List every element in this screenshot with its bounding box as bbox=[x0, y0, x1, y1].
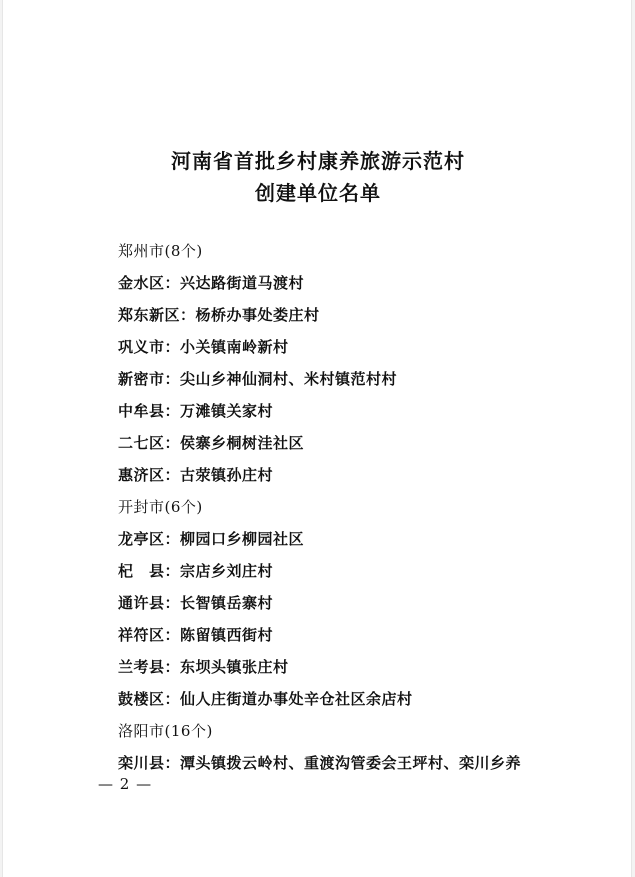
document-title bbox=[3, 145, 633, 209]
village-list bbox=[118, 235, 618, 779]
list-item: 祥符区：陈留镇西街村 bbox=[118, 626, 274, 644]
city-heading: 开封市(6个) bbox=[118, 498, 203, 516]
title-line-1: 河南省首批乡村康养旅游示范村 bbox=[171, 149, 465, 173]
list-item: 金水区：兴达路街道马渡村 bbox=[118, 274, 305, 292]
city-heading: 郑州市(8个) bbox=[118, 242, 203, 260]
list-item: 龙亭区：柳园口乡柳园社区 bbox=[118, 530, 305, 548]
list-item: 新密市：尖山乡神仙洞村、米村镇范村村 bbox=[118, 370, 398, 388]
page-number: — 2 — bbox=[98, 775, 153, 793]
document-page bbox=[2, 0, 632, 877]
list-item: 杞 县：宗店乡刘庄村 bbox=[118, 562, 274, 580]
list-item: 二七区：侯寨乡桐树洼社区 bbox=[118, 434, 305, 452]
list-item: 巩义市：小关镇南岭新村 bbox=[118, 338, 289, 356]
list-item: 惠济区：古荥镇孙庄村 bbox=[118, 466, 274, 484]
list-item: 兰考县：东坝头镇张庄村 bbox=[118, 658, 289, 676]
city-heading: 洛阳市(16个) bbox=[118, 722, 213, 740]
title-line-2: 创建单位名单 bbox=[255, 181, 381, 205]
list-item: 鼓楼区：仙人庄街道办事处辛仓社区余店村 bbox=[118, 690, 413, 708]
list-item: 郑东新区：杨桥办事处娄庄村 bbox=[118, 306, 320, 324]
list-item: 栾川县：潭头镇拨云岭村、重渡沟管委会王坪村、栾川乡养 bbox=[118, 754, 522, 772]
list-item: 中牟县：万滩镇关家村 bbox=[118, 402, 274, 420]
list-item: 通许县：长智镇岳寨村 bbox=[118, 594, 274, 612]
